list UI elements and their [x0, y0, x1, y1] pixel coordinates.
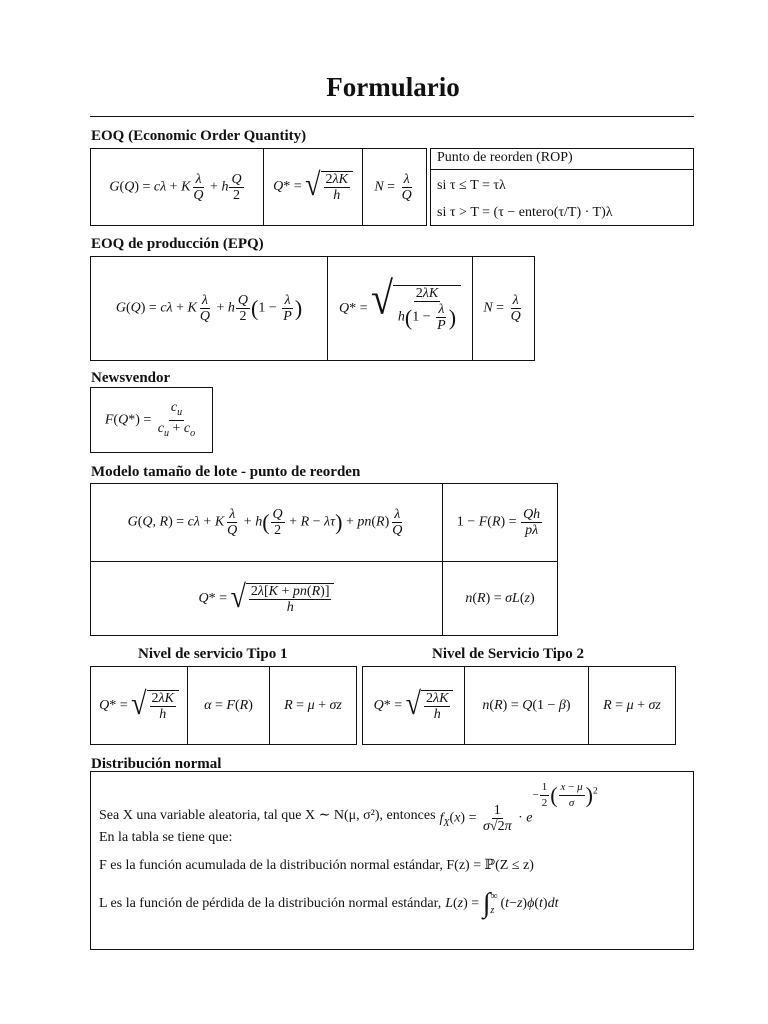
epq-cost-formula: G(Q) = cλ + K $\frac{\lambda}{Q}$ + h $\frac{Q}{2}$ (1 − $\frac{\lambda}{P}$ )	[115, 293, 303, 324]
rop-line-1: si τ ≤ T = τλ	[437, 178, 506, 193]
section-lote: Modelo tamaño de lote - punto de reorden	[91, 464, 361, 480]
section-eoq: EOQ (Economic Order Quantity)	[91, 128, 307, 144]
eoq-box	[90, 148, 427, 226]
servicio-1-alpha: α = F(R)	[187, 667, 269, 744]
rop-line-2: si τ > T = (τ − entero(τ/T) · T)λ	[437, 205, 613, 220]
servicio-1-box	[90, 666, 357, 745]
lote-fr-formula: 1 − F(R) = $\frac{Qh}{p\lambda}$	[442, 484, 557, 561]
servicio-2-box	[362, 666, 676, 745]
normal-line-4-text: L es la función de pérdida de la distribución normal estándar,	[99, 896, 442, 911]
lote-box	[90, 483, 558, 636]
normal-pdf-formula: $f_X(x)$ = $\frac{1}{\sigma√2\pi}$ · $e^{- \frac{1}{2} ( \frac{x - \mu}{\sigma} )^2}$	[439, 781, 598, 834]
epq-qstar-formula: Q* = √ 2λK h(1 − $\frac{\lambda}{P}$ )	[327, 257, 472, 360]
servicio-1-qstar: Q* = √ $\frac{2\lambda K}{h}$	[91, 667, 187, 744]
lote-qstar-formula: Q* = √ $\frac{2\lambda[K + pn(R)]}{h}$	[91, 561, 442, 635]
servicio-2-qstar: Q* = √ $\frac{2\lambda K}{h}$	[363, 667, 464, 744]
lote-nr-formula: n(R) = σL(z)	[442, 561, 557, 635]
section-servicio-1: Nivel de servicio Tipo 1	[138, 646, 288, 662]
normal-line-3: F es la función acumulada de la distribución normal estándar, F(z) = ℙ(Z ≤ z)	[99, 858, 534, 873]
servicio-1-r: R = μ + σz	[269, 667, 356, 744]
epq-n-formula: N = $\frac{\lambda}{Q}$	[472, 257, 534, 360]
page-title: Formulario	[326, 72, 460, 102]
epq-box	[90, 256, 535, 361]
section-servicio-2: Nivel de Servicio Tipo 2	[432, 646, 584, 662]
section-epq: EOQ de producción (EPQ)	[91, 236, 264, 252]
rop-header: Punto de reorden (ROP)	[437, 150, 573, 165]
normal-loss-formula: L ( z ) = ∫ ∞ z ( t − z ) ϕ ( t ) dt	[445, 888, 559, 919]
eoq-n-formula: N = $\frac{\lambda}{Q}$	[362, 149, 426, 225]
eoq-qstar-formula: Q* = √ $\frac{2\lambda K}{h}$	[263, 149, 362, 225]
normal-line-4	[99, 890, 558, 918]
normal-line-2: En la tabla se tiene que:	[99, 830, 233, 845]
rop-box	[430, 148, 694, 226]
rop-divider	[431, 169, 693, 170]
lote-cost-formula: G(Q, R) = cλ + K $\frac{\lambda}{Q}$ + h( $\frac{Q}{2}$ + R − λτ) + pn(R) $\frac{\lambda}{Q}$	[127, 507, 403, 538]
normal-box	[90, 771, 694, 950]
eoq-cost-formula: G(Q) = cλ + K $\frac{\lambda}{Q}$ + h $\frac{Q}{2}$	[109, 171, 242, 203]
servicio-2-nr: n(R) = Q(1 − β)	[464, 667, 588, 744]
servicio-2-r: R = μ + σz	[588, 667, 675, 744]
section-newsvendor: Newsvendor	[91, 370, 171, 386]
section-normal: Distribución normal	[91, 756, 222, 772]
title-rule	[90, 116, 694, 117]
normal-line-1	[99, 781, 598, 834]
newsvendor-box	[90, 387, 213, 453]
normal-line-1-text: Sea X una variable aleatoria, tal que X ∼ N(μ, σ²), entonces	[99, 808, 436, 824]
newsvendor-formula: F(Q*) = $\frac{c_u}{c_u + c_o}$	[104, 399, 196, 439]
